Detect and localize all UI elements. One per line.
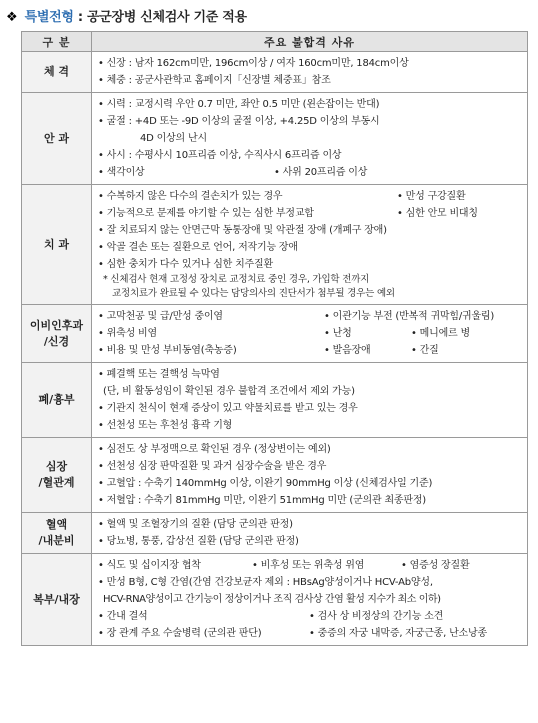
title-highlight: 특별전형 [24, 10, 74, 25]
reason-item: • 만성 구강질환 [397, 191, 466, 202]
table-header-row [22, 32, 528, 52]
reason-line: • 폐결핵 또는 결핵성 늑막염 [98, 369, 220, 380]
reason-item: • 비후성 또는 위축성 위염 [252, 560, 365, 571]
reason-cell [92, 305, 528, 363]
reason-cell [92, 52, 528, 93]
category-cell: 폐/흉부 [22, 363, 92, 438]
reason-line: • 심전도 상 부정맥으로 확인된 경우 (정상변이는 예외) [98, 444, 331, 455]
reason-line: • 체중 : 공군사관학교 홈페이지「신장별 체중표」참조 [98, 75, 331, 86]
reason-item: • 검사 상 비정상의 간기능 소견 [309, 611, 444, 622]
reason-cell [92, 554, 528, 646]
table-row [22, 438, 528, 513]
reason-line: 4D 이상의 난시 [140, 133, 207, 144]
reason-item: • 고막천공 및 급/만성 중이염 [98, 311, 223, 322]
table-row [22, 52, 528, 93]
reason-item: • 간질 [411, 345, 439, 356]
reason-line: • 사시 : 수평사시 10프리즘 이상, 수직사시 6프리즘 이상 [98, 150, 342, 161]
reason-item: • 간내 결석 [98, 611, 148, 622]
criteria-table [21, 31, 528, 646]
reason-line: • 시력 : 교정시력 우안 0.7 미만, 좌안 0.5 미만 (왼손잡이는 반대) [98, 99, 380, 110]
reason-item: • 색각이상 [98, 167, 145, 178]
reason-line: • 만성 B형, C형 간염(간염 건강보균자 제외 : HBsAg양성이거나 HCV-Ab양성, [98, 577, 433, 588]
reason-cell [92, 513, 528, 554]
table-row [22, 305, 528, 363]
reason-note: * 신체검사 현재 고정성 장치로 교정치료 중인 경우, 가입학 전까지 [103, 274, 370, 285]
table-row [22, 93, 528, 185]
reason-item: • 장 관계 주요 수술병력 (군의관 판단) [98, 628, 262, 639]
header-reason: 주요 불합격 사유 [92, 32, 528, 52]
reason-line: • 선천성 심장 판막질환 및 과거 심장수술을 받은 경우 [98, 461, 327, 472]
reason-item: • 발음장애 [324, 345, 371, 356]
reason-line [98, 308, 523, 325]
reason-line [98, 205, 523, 222]
reason-cell [92, 185, 528, 305]
category-cell: 복부/내장 [22, 554, 92, 646]
category-cell: 체 격 [22, 52, 92, 93]
reason-item: • 중증의 자궁 내막증, 자궁근종, 난소낭종 [309, 628, 487, 639]
table-row [22, 185, 528, 305]
reason-line [98, 325, 523, 342]
reason-cell [92, 438, 528, 513]
reason-item: • 위축성 비염 [98, 328, 157, 339]
reason-line [98, 342, 523, 359]
reason-line: HCV-RNA양성이고 간기능이 정상이거나 조직 검사상 간염 활성 지수가 최소 이하) [103, 594, 441, 605]
reason-line [98, 608, 523, 625]
reason-item: • 심한 안모 비대칭 [397, 208, 478, 219]
reason-line [98, 164, 523, 181]
reason-line [98, 557, 523, 574]
reason-item: • 수복하지 않은 다수의 결손치가 있는 경우 [98, 191, 283, 202]
reason-line: • 선천성 또는 후천성 흉곽 기형 [98, 420, 233, 431]
reason-line: • 당뇨병, 통풍, 갑상선 질환 (담당 군의관 판정) [98, 536, 299, 547]
reason-cell [92, 93, 528, 185]
reason-line [98, 188, 523, 205]
category-cell: 치 과 [22, 185, 92, 305]
reason-item: • 메니에르 병 [411, 328, 470, 339]
reason-line: • 저혈압 : 수축기 81mmHg 미만, 이완기 51mmHg 미만 (군의관 최종판정) [98, 495, 426, 506]
reason-item: • 식도 및 십이지장 협착 [98, 560, 201, 571]
reason-item: • 염증성 장질환 [401, 560, 470, 571]
diamond-bullet-icon: ❖ [6, 10, 18, 25]
reason-item: • 비용 및 만성 부비동염(축농증) [98, 345, 237, 356]
title-text: : 공군장병 신체검사 기준 적용 [73, 10, 247, 25]
reason-item: • 사위 20프리즘 이상 [274, 167, 368, 178]
reason-line: • 악골 결손 또는 질환으로 언어, 저작기능 장애 [98, 242, 298, 253]
category-cell: 심장 /혈관계 [22, 438, 92, 513]
reason-cell [92, 363, 528, 438]
header-category: 구 분 [22, 32, 92, 52]
table-row [22, 554, 528, 646]
reason-line: • 혈액 및 조혈장기의 질환 (담당 군의관 판정) [98, 519, 293, 530]
category-cell: 혈액 /내분비 [22, 513, 92, 554]
reason-line: • 잘 치료되지 않는 안면근막 동통장애 및 악관절 장애 (개폐구 장애) [98, 225, 387, 236]
table-row [22, 513, 528, 554]
reason-note: 교정치료가 완료될 수 있다는 담당의사의 진단서가 첨부될 경우는 예외 [112, 288, 395, 299]
reason-item: • 기능적으로 문제를 야기할 수 있는 심한 부정교합 [98, 208, 314, 219]
reason-item: • 난청 [324, 328, 352, 339]
reason-line: • 신장 : 남자 162cm미만, 196cm이상 / 여자 160cm미만, 184cm이상 [98, 58, 409, 69]
reason-line: • 고혈압 : 수축기 140mmHg 이상, 이완기 90mmHg 이상 (신체검사일 기준) [98, 478, 433, 489]
page-title [6, 6, 247, 25]
reason-line: (단, 비 활동성임이 확인된 경우 불합격 조건에서 제외 가능) [103, 386, 355, 397]
reason-line [98, 625, 523, 642]
category-cell: 안 과 [22, 93, 92, 185]
reason-line: • 기관지 천식이 현재 증상이 있고 약물치료를 받고 있는 경우 [98, 403, 358, 414]
reason-line: • 굴절 : +4D 또는 -9D 이상의 굴절 이상, +4.25D 이상의 부동시 [98, 116, 380, 127]
table-row [22, 363, 528, 438]
reason-item: • 이관기능 부전 (반복적 귀막힘/귀울림) [324, 311, 495, 322]
reason-line: • 심한 충치가 다수 있거나 심한 치주질환 [98, 259, 273, 270]
category-cell: 이비인후과 /신경 [22, 305, 92, 363]
